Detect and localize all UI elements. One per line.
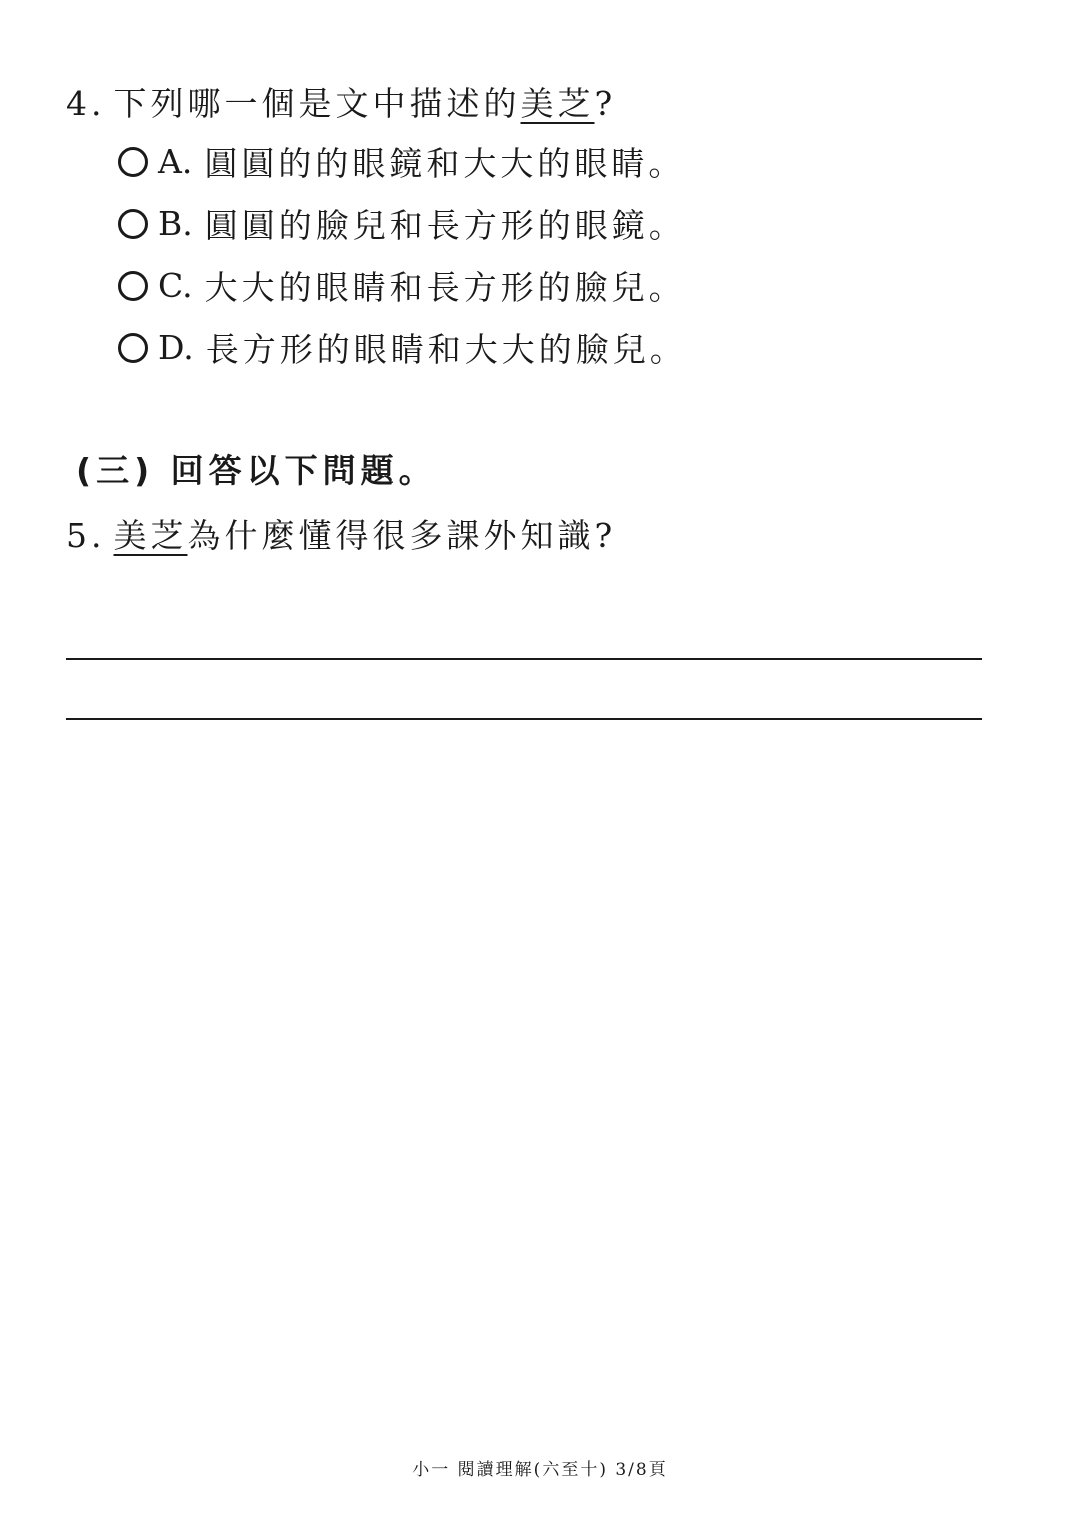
option-a[interactable] bbox=[118, 138, 685, 185]
option-c-text: 大大的眼睛和長方形的臉兒。 bbox=[204, 268, 686, 307]
question-5 bbox=[66, 510, 616, 557]
page-footer: 小一 閱讀理解(六至十) 3/8頁 bbox=[412, 1460, 668, 1480]
option-c-radio[interactable] bbox=[118, 271, 148, 301]
option-a-letter: A. bbox=[158, 142, 193, 181]
option-b-radio[interactable] bbox=[118, 209, 148, 239]
option-b-text: 圓圓的臉兒和長方形的眼鏡。 bbox=[204, 206, 686, 245]
question-4 bbox=[66, 78, 616, 125]
section-3-title: (三) 回答以下問題。 bbox=[76, 451, 437, 490]
option-d-text: 長方形的眼睛和大大的臉兒。 bbox=[205, 330, 687, 369]
question-5-name: 美芝 bbox=[113, 516, 188, 555]
option-b-letter: B. bbox=[158, 204, 193, 243]
option-a-text: 圓圓的的眼鏡和大大的眼睛。 bbox=[204, 144, 686, 183]
question-4-prefix: 下列哪一個是文中描述的 bbox=[113, 84, 521, 123]
option-b[interactable] bbox=[118, 200, 686, 247]
question-4-number: 4. bbox=[66, 84, 106, 123]
option-d[interactable] bbox=[118, 324, 687, 371]
question-5-text: 為什麼懂得很多課外知識? bbox=[187, 516, 617, 555]
option-a-radio[interactable] bbox=[118, 147, 148, 177]
question-5-number: 5. bbox=[66, 516, 106, 555]
option-c-letter: C. bbox=[158, 266, 193, 305]
question-4-name: 美芝 bbox=[520, 84, 595, 123]
answer-line-2[interactable] bbox=[66, 718, 982, 720]
option-d-radio[interactable] bbox=[118, 333, 148, 363]
answer-line-1[interactable] bbox=[66, 658, 982, 660]
question-4-suffix: ? bbox=[594, 84, 617, 123]
option-d-letter: D. bbox=[158, 328, 194, 367]
option-c[interactable] bbox=[118, 262, 686, 309]
